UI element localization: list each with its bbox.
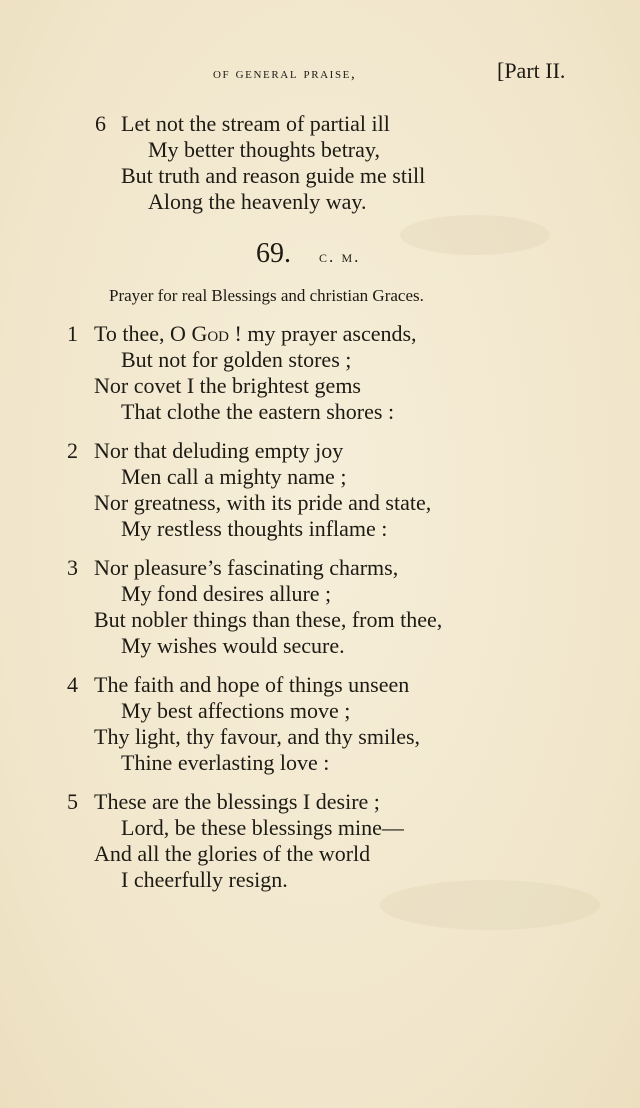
hymn-meter: c. m. <box>319 247 361 266</box>
verse-line <box>94 321 417 347</box>
verse-line: Nor that deluding empty joy <box>94 438 344 463</box>
paper-stain <box>380 880 600 930</box>
hymn-number: 69. <box>256 238 291 269</box>
verse-line: But truth and reason guide me still <box>121 163 426 188</box>
verse-line: Nor greatness, with its pride and state, <box>94 490 432 515</box>
verse-text: ! my prayer ascends, <box>234 321 417 346</box>
verse-line: My better thoughts betray, <box>148 137 380 162</box>
verse-line: My wishes would secure. <box>121 633 345 658</box>
hymn-heading <box>256 238 360 270</box>
stanza-number: 6 <box>95 111 106 136</box>
part-label: [Part II. <box>497 58 566 83</box>
running-title: of general praise, <box>213 66 357 82</box>
verse-line: Lord, be these blessings mine— <box>121 815 404 840</box>
verse-line: My best affections move ; <box>121 698 351 723</box>
verse-line: My fond desires allure ; <box>121 581 332 606</box>
verse-line: The faith and hope of things unseen <box>94 672 410 697</box>
verse-line: These are the blessings I desire ; <box>94 789 380 814</box>
verse-line: Nor pleasure’s fascinating charms, <box>94 555 399 580</box>
hymn-title: Prayer for real Blessings and christian Graces. <box>109 286 424 305</box>
stanza-number: 5 <box>67 789 78 814</box>
verse-line: I cheerfully resign. <box>121 867 288 892</box>
stanza-number: 4 <box>67 672 78 697</box>
stanza-number: 2 <box>67 438 78 463</box>
page-header <box>0 58 640 90</box>
verse-line: Along the heavenly way. <box>148 189 367 214</box>
stanza-number: 1 <box>67 321 78 346</box>
divine-name: God <box>191 321 229 346</box>
verse-line: My restless thoughts inflame : <box>121 516 388 541</box>
verse-line: Thine everlasting love : <box>121 750 330 775</box>
verse-line: Nor covet I the brightest gems <box>94 373 361 398</box>
verse-text: To thee, O <box>94 321 186 346</box>
verse-line: Let not the stream of partial ill <box>121 111 390 136</box>
verse-line: But nobler things than these, from thee, <box>94 607 443 632</box>
verse-line: Thy light, thy favour, and thy smiles, <box>94 724 421 749</box>
verse-line: And all the glories of the world <box>94 841 371 866</box>
verse-line: Men call a mighty name ; <box>121 464 347 489</box>
verse-line: But not for golden stores ; <box>121 347 352 372</box>
stanza-number: 3 <box>67 555 78 580</box>
verse-line: That clothe the eastern shores : <box>121 399 395 424</box>
paper-stain <box>400 215 550 255</box>
